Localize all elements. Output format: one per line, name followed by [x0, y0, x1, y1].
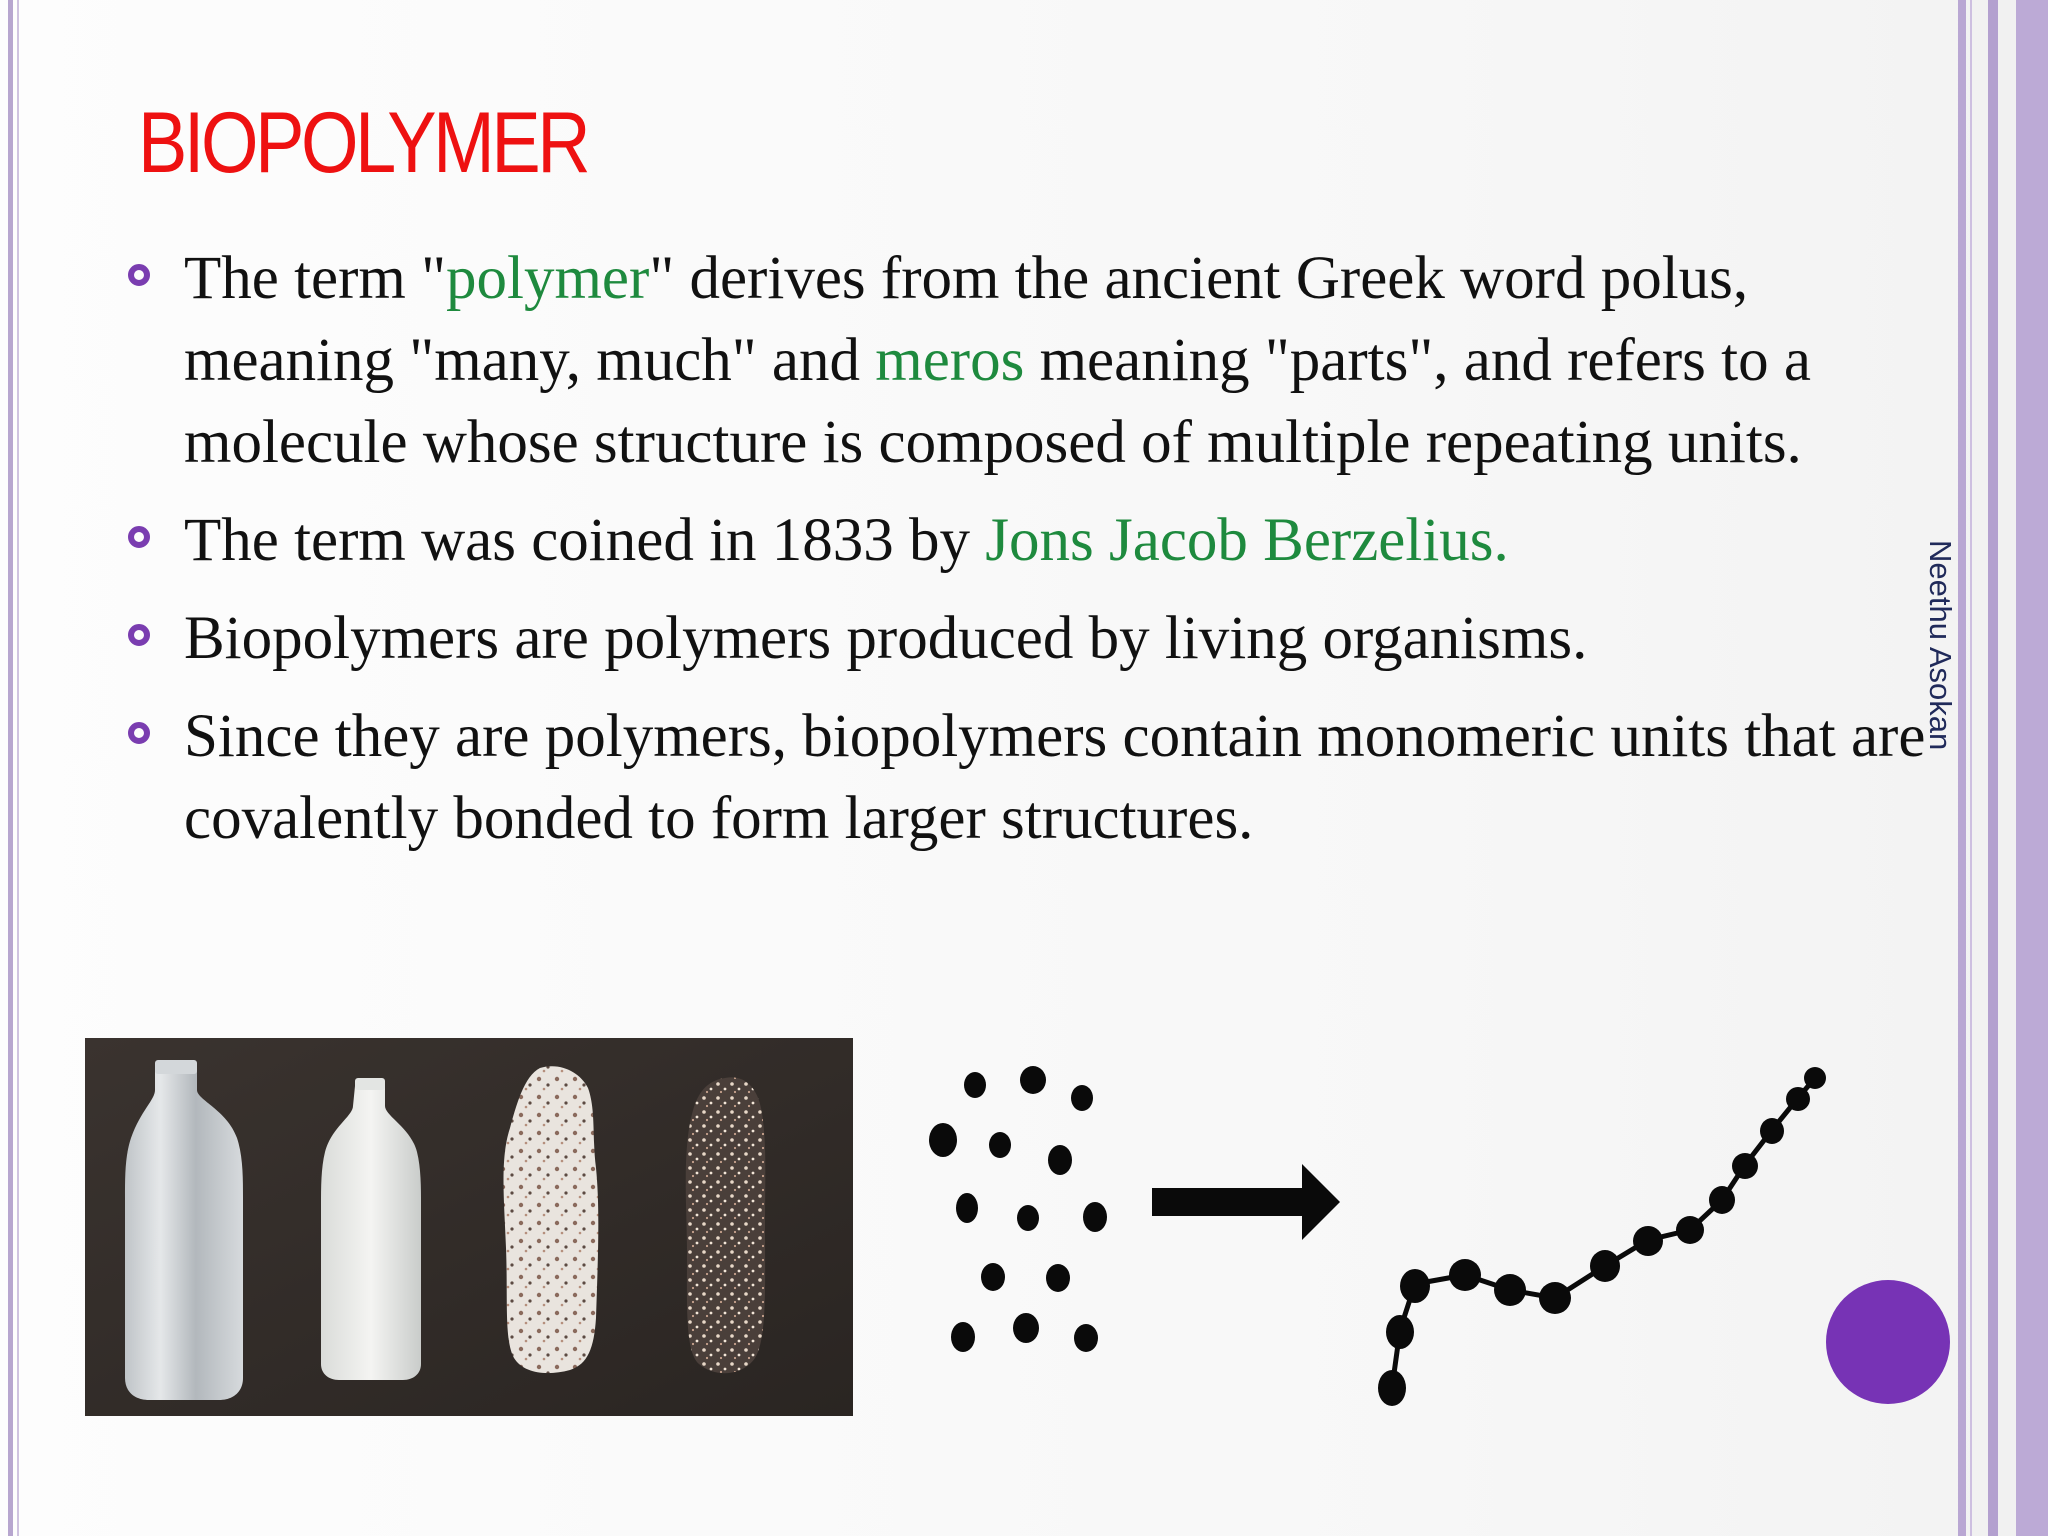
monomer-dots [929, 1066, 1107, 1352]
author-name: Neethu Asokan [1923, 540, 1958, 751]
polymerization-diagram [910, 1030, 1830, 1420]
arrow-right-icon [1152, 1164, 1340, 1240]
bullet-text: Biopolymers are polymers produced by living organisms. [184, 605, 1588, 672]
left-border-line [8, 0, 13, 1536]
bullet-ring-icon [128, 722, 150, 744]
left-border-line-thin [17, 0, 19, 1536]
polymer-chain [1378, 1067, 1826, 1406]
bullet-text: The term " [184, 245, 447, 312]
bullet-ring-icon [128, 624, 150, 646]
bullet-text: " derives from the ancient Greek word polus, meaning "many, much" and [184, 245, 1749, 394]
bullet-item [128, 598, 1928, 680]
right-border-stripe [1988, 0, 1998, 1536]
highlight-meros: meros [875, 327, 1025, 394]
bullet-text: The term was coined in 1833 by [184, 507, 986, 574]
right-border-band [2016, 0, 2048, 1536]
right-border-line [1958, 0, 1966, 1536]
highlight-polymer: polymer [446, 245, 650, 312]
slide-title: BIOPOLYMER [138, 95, 588, 191]
highlight-berzelius: Jons Jacob Berzelius. [985, 507, 1509, 574]
bullet-ring-icon [128, 526, 150, 548]
bullet-text: Since they are polymers, biopolymers contain monomeric units that are covalently bonded to form larger structures. [184, 703, 1926, 852]
bullet-text: meaning "parts", and refers to a molecule whose structure is composed of multiple repeating units. [184, 327, 1811, 476]
bullet-item [128, 238, 1928, 484]
bullet-item [128, 500, 1928, 582]
bullet-list [128, 238, 1928, 876]
bullet-ring-icon [128, 264, 150, 286]
bottle-degradation-photo [85, 1038, 853, 1416]
accent-circle [1826, 1280, 1950, 1404]
bullet-item [128, 696, 1928, 860]
